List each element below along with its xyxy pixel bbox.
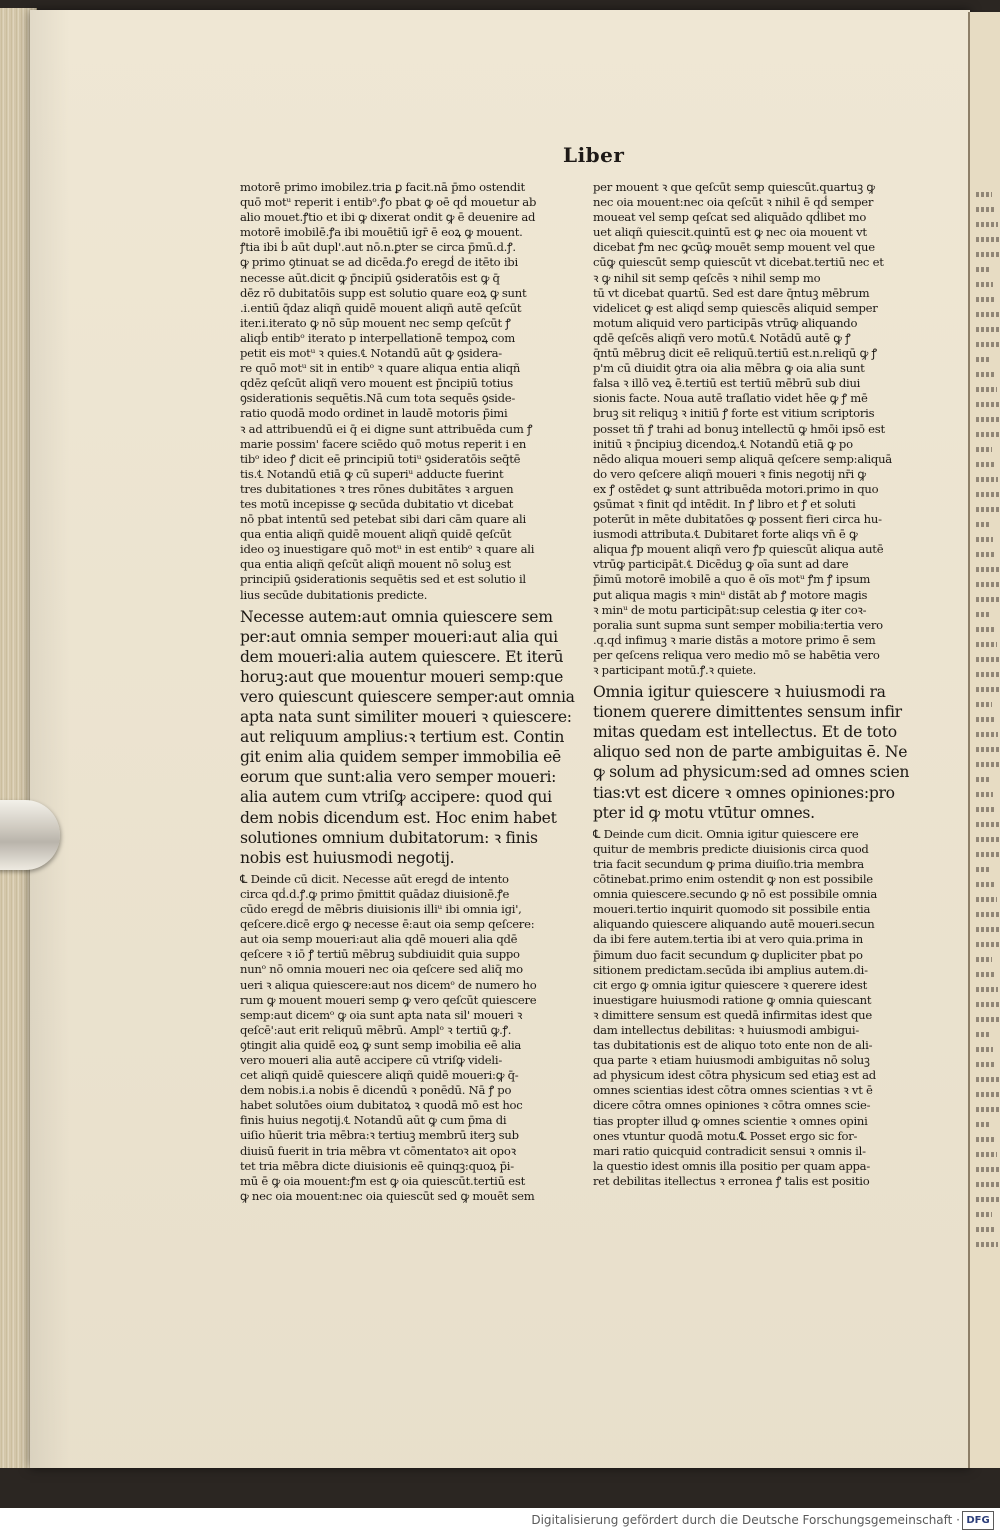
- facing-page-text-fragment: [976, 552, 996, 557]
- facing-page-text-fragment: [976, 1002, 1000, 1007]
- text-line: uet aliqñ quiescit.quintū est ꝙ nec oia mouent vt: [593, 225, 867, 240]
- text-line: la questio idest omnis illa positio per quam appa-: [593, 1158, 870, 1173]
- text-line: qua parte ꝛ etiam huiusmodi ambiguitas nō soluꝫ: [593, 1053, 870, 1068]
- facing-page-text-fragment: [976, 807, 996, 812]
- facing-page-text-fragment: [976, 222, 998, 227]
- facing-page-text-fragment: [976, 432, 1000, 437]
- facing-page-text-fragment: [976, 1032, 990, 1037]
- text-line: nō pbat intentū sed petebat sibi dari cām quare ali: [240, 512, 526, 527]
- text-line: Omnia igitur quiescere ꝛ huiusmodi ra: [593, 683, 886, 702]
- footer-credit: Digitalisierung gefördert durch die Deutsche Forschungsgemeinschaft ·: [531, 1513, 960, 1527]
- facing-page-text-fragment: [976, 717, 995, 722]
- facing-page-text-fragment: [976, 777, 990, 782]
- text-line: motorē imobilē.ꝭa ibi mouētiū igr̄ ē eoꝝ ꝙ mouent.: [240, 225, 523, 240]
- text-line: ꝯtingit alia quidē eoꝝ ꝙ sunt semp imobilia eē alia: [240, 1037, 522, 1052]
- text-line: qdē qeſcēs aliqñ vero motū.℄ Notādū autē ꝙ ꝭ: [593, 330, 851, 345]
- text-line: ꝛ dimittere sensum est quedā infirmitas idest que: [593, 1007, 872, 1022]
- facing-page-text-fragment: [976, 822, 999, 827]
- text-line: mari ratio quicquid contradicit sensui ꝛ omnis il-: [593, 1143, 866, 1158]
- facing-page-text-fragment: [976, 357, 991, 362]
- text-line: iter.i.iterato ꝙ nō sūp mouent nec semp qeſcūt ꝭ: [240, 315, 511, 330]
- text-line: petit eis motᵘ ꝛ quies.℄ Notandū aūt ꝙ ꝯsidera-: [240, 346, 502, 361]
- text-line: lius secūde dubitationis predicte.: [240, 587, 428, 602]
- text-line: dam intellectus debilitas: ꝛ huiusmodi ambigui-: [593, 1022, 860, 1037]
- facing-page-text-fragment: [976, 1182, 1000, 1187]
- facing-page-text-fragment: [976, 1227, 995, 1232]
- facing-page-text-fragment: [976, 657, 1000, 662]
- facing-page-text-fragment: [976, 372, 994, 377]
- facing-page-edge: [968, 12, 1000, 1468]
- text-line: p'm cū diuidit ꝯtra oia alia mēbra ꝙ oia alia sunt: [593, 361, 865, 376]
- facing-page-text-fragment: [976, 1137, 994, 1142]
- text-line: mitas quedam est intellectus. Et de toto: [593, 723, 897, 742]
- text-line: tet tria mēbra dicte diuisionis eē quinqꝫ:quoꝝ p̄i-: [240, 1158, 514, 1173]
- text-line: dēz rō dubitatōis supp est solutio quare eoꝝ ꝙ sunt: [240, 285, 527, 300]
- facing-page-text-fragment: [976, 297, 996, 302]
- commentary-block-3: [593, 180, 943, 678]
- text-line: marie possim' facere sciēdo quō motus reperit i en: [240, 436, 527, 451]
- facing-page-text-fragment: [976, 567, 999, 572]
- text-line: iusmodi attributa.℄ Dubitaret forte aliqs vn̄ ē ꝙ: [593, 527, 858, 542]
- facing-page-text-fragment: [976, 1212, 992, 1217]
- text-line: ꝙ nec oia mouent:nec oia quiescūt sed ꝙ mouēt sem: [240, 1188, 535, 1203]
- text-line: finis huius negotij.℄ Notandū aūt ꝙ cum p̄ma di: [240, 1113, 507, 1128]
- text-line: horuꝫ:aut que mouentur moueri semp:que: [240, 667, 564, 686]
- text-line: motorē primo imobilez.tria ꝑ facit.nā p̄mo ostendit: [240, 180, 525, 194]
- facing-page-text-fragment: [976, 942, 1000, 947]
- text-line: ueri ꝛ aliqua quiescere:aut nos dicemᵒ de numero ho: [240, 977, 537, 992]
- text-line: tionem querere dimittentes sensum infir: [593, 703, 902, 722]
- facing-page-text-fragment: [976, 507, 1000, 512]
- text-line: diuisū fuerit in tria mēbra vt cōmentatoꝛ ait opoꝛ: [240, 1143, 516, 1158]
- text-line: alio mouet.ꝭtio et ibi ꝙ dixerat ondit ꝙ ē deuenire ad: [240, 210, 536, 225]
- facing-page-text-fragment: [976, 1107, 1000, 1112]
- text-line: vtrūꝙ participāt.℄ Dicēduꝫ ꝙ oīa sunt ad dare: [593, 557, 849, 572]
- facing-page-text-fragment: [976, 1122, 991, 1127]
- aristotle-text-block-2: [593, 682, 943, 823]
- text-line: tas dubitationis est de aliquo toto ente non de ali-: [593, 1038, 873, 1053]
- text-line: ꝛ ꝙ nihil sit semp qeſcēs ꝛ nihil semp mo: [593, 270, 821, 285]
- text-line: moueri.tertio inquirit quomodo sit possibile entia: [593, 902, 871, 917]
- text-line: ꝛ minᵘ de motu participāt:sup celestia ꝙ iter coꝛ-: [593, 602, 867, 617]
- facing-page-text-fragment: [976, 582, 1000, 587]
- text-line: solutiones omnium dubitatorum: ꝛ finis: [240, 828, 538, 847]
- facing-page-text-fragment: [976, 882, 994, 887]
- text-line: apta nata sunt similiter moueri ꝛ quiescere:: [240, 708, 572, 727]
- text-line: nunᵒ nō omnia moueri nec oia qeſcere sed aliq̄ mo: [240, 962, 523, 977]
- text-line: cet aliqñ quidē quiescere aliqñ quidē moueri:ꝙ q̄-: [240, 1068, 519, 1083]
- text-line: aliquando quiescere aliquando autē moueri.secun: [593, 917, 875, 932]
- text-line: ꝙ primo ꝯtinuat se ad dicēda.ꝭo eregḋ de itēto ibi: [240, 255, 518, 270]
- facing-page-text-fragment: [976, 207, 995, 212]
- text-line: omnes scientias idest cōtra omnes scientias ꝛ vt ē: [593, 1083, 873, 1098]
- text-line: bruꝫ sit reliquꝫ ꝛ initiū ꝭ forte est vitium scriptoris: [593, 406, 875, 421]
- text-line: per qeſcens reliqua vero medio mō se habētia vero: [593, 647, 880, 662]
- dfg-logo-icon: DFG: [962, 1511, 994, 1530]
- facing-page-text-fragment: [976, 282, 993, 287]
- facing-page-text-fragment: [976, 252, 1000, 257]
- text-line: tias propter illud ꝙ omnes scientie ꝛ omnes opini: [593, 1113, 868, 1128]
- text-line: ꝭtia ibi ḃ aūt dupl'.aut nō.n.ꝑter se circa p̄mū.d.ꝭ.: [240, 240, 516, 255]
- text-line: videlicet ꝙ est aliqḋ semp quiescēs aliquid semper: [593, 300, 878, 315]
- facing-page-text-fragment: [976, 642, 997, 647]
- text-line: q̄ntū mēbruꝫ dicit eē reliquū.tertiū est.n.reliqū ꝙ ꝭ: [593, 346, 877, 361]
- commentary-block-4: [593, 827, 943, 1189]
- text-line: motum aliquid vero participās vtrūꝙ aliquando: [593, 315, 858, 330]
- facing-page-text-fragment: [976, 1062, 996, 1067]
- facing-page-text-fragment: [976, 702, 992, 707]
- text-line: poterūt in mēte dubitatōes ꝙ possent fieri circa hu-: [593, 512, 882, 527]
- text-line: ꝛ ad attribuendū ei q̄ ei digne sunt attribuēda cum ꝭ: [240, 421, 533, 436]
- text-line: ꝑut aliqua magis ꝛ minᵘ distāt ab ꝭ motore magis: [593, 587, 868, 602]
- text-line: git enim alia quidem semper immobilia eē: [240, 748, 561, 767]
- facing-page-text-fragment: [976, 1242, 998, 1247]
- text-line: omnia quiescere.secundo ꝙ nō est possibile omnia: [593, 887, 878, 902]
- text-line: sitionem predictam.secūda ibi amplius autem.di-: [593, 962, 868, 977]
- text-line: dem nobis dicendum est. Hoc enim habet: [240, 808, 557, 827]
- text-line: tibᵒ ideo ꝭ dicit eē principiū totiᵘ ꝯsideratōis seq̄tē: [240, 451, 521, 466]
- facing-page-text-fragment: [976, 747, 1000, 752]
- facing-page-text-fragment: [976, 492, 1000, 497]
- facing-page-text-fragment: [976, 912, 1000, 917]
- facing-page-text-fragment: [976, 927, 1000, 932]
- text-line: ꝙ solum ad physicum:sed ad omnes scien: [593, 763, 910, 782]
- text-line: qeſcē':aut erit reliquū mēbrū. Amplᵒ ꝛ tertiū ꝙ.ꝭ.: [240, 1022, 512, 1037]
- facing-page-text-fragment: [976, 612, 991, 617]
- facing-page-text-fragment: [976, 687, 1000, 692]
- text-line: uiſio hūerit tria mēbra:ꝛ tertiuꝫ membrū iterꝫ sub: [240, 1128, 519, 1143]
- facing-page-text-fragment: [976, 447, 992, 452]
- text-line: qeſcere ꝛ iō ꝭ tertiū mēbruꝫ subdiuidit quia suppo: [240, 947, 520, 962]
- text-line: ℄ Deinde cū dicit. Necesse aūt eregḋ de intento: [240, 871, 509, 886]
- text-line: pter id ꝙ motu vtūtur omnes.: [593, 803, 815, 822]
- text-line: ad physicum idest cōtra physicum sed etiaꝫ est ad: [593, 1068, 876, 1083]
- facing-page-text-fragment: [976, 1092, 1000, 1097]
- text-line: tias:vt est dicere ꝛ omnes opiniones:pro: [593, 783, 895, 802]
- text-line: mū ē ꝙ oia mouent:ꝭm est ꝙ oia quiescūt.tertiū est: [240, 1173, 525, 1188]
- facing-page-text-fragment: [976, 1197, 1000, 1202]
- right-column: [593, 180, 943, 1189]
- text-line: vero moueri alia autē accipere cū vtriſꝙ videli-: [240, 1052, 503, 1067]
- facing-page-text-fragment: [976, 417, 1000, 422]
- text-line: habet solutōes oium dubitatoꝝ ꝛ quodā mō est hoc: [240, 1098, 523, 1113]
- text-line: per mouent ꝛ que qeſcūt semp quiescūt.quartuꝫ ꝙ: [593, 180, 875, 194]
- text-line: moueat vel semp qeſcat sed aliquādo qḋlibet mo: [593, 210, 867, 225]
- facing-page-text-fragment: [976, 312, 999, 317]
- text-line: ones vtuntur quodā motu.℄ Posset ergo sic for-: [593, 1128, 858, 1143]
- facing-page-text-fragment: [976, 867, 991, 872]
- text-line: qua entia aliqñ qeſcūt aliqñ mouent nō soluꝫ est: [240, 557, 511, 572]
- text-line: principiū ꝯsiderationis sequētis sed et est solutio il: [240, 572, 526, 587]
- text-line: nec oia mouent:nec oia qeſcūt ꝛ nihil ē qḋ semper: [593, 195, 874, 210]
- facing-page-text-fragment: [976, 387, 997, 392]
- text-line: semp:aut dicemᵒ ꝙ oia sunt apta nata sil' moueri ꝛ: [240, 1007, 523, 1022]
- text-line: aliqua ꝭp mouent aliqñ vero ꝭp quiescūt aliqua autē: [593, 542, 884, 557]
- digitization-footer: [0, 1508, 1000, 1532]
- text-line: poralia sunt supma sunt semper mobilia:tertia vero: [593, 617, 883, 632]
- text-line: inuestigare huiusmodi ratione ꝙ omnia quiescant: [593, 992, 872, 1007]
- text-line: ꝛ participant motū.ꝭ.ꝛ quiete.: [593, 663, 757, 677]
- text-line: da ibi fere autem.tertia ibi at vero quia.prima in: [593, 932, 863, 947]
- facing-page-text-fragment: [976, 852, 1000, 857]
- facing-page-text-fragment: [976, 1167, 1000, 1172]
- text-line: tria facit secundum ꝙ prima diuiſio.tria membra: [593, 856, 864, 871]
- text-line: sionis facte. Noua autē traſlatio videt hēe ꝙ ꝭ mē: [593, 391, 868, 406]
- text-line: qdēz qeſcūt aliqñ vero mouent est p̄ncipiū totius: [240, 376, 513, 391]
- text-line: re quō motᵘ sit in entibᵒ ꝛ quare aliqua entia aliqñ: [240, 361, 521, 376]
- facing-page-text-fragment: [976, 597, 1000, 602]
- text-line: ret debilitas itellectus ꝛ erronea ꝭ talis est positio: [593, 1173, 870, 1188]
- facing-page-text-fragment: [976, 987, 998, 992]
- aristotle-text-block: [240, 607, 576, 868]
- running-head: Liber: [563, 143, 625, 167]
- facing-page-text-fragment: [976, 972, 995, 977]
- text-line: cūdo eregḋ de mēbris diuisionis illiᵘ ibi omnia igi',: [240, 902, 522, 917]
- facing-page-text-fragment: [976, 537, 993, 542]
- text-line: falsa ꝛ illō veꝝ ē.tertiū est tertiū mēbrū sub diui: [593, 376, 861, 391]
- text-line: tres dubitationes ꝛ tres rōnes dubitātes ꝛ arguen: [240, 481, 514, 496]
- text-line: tes motū incepisse ꝙ secūda dubitatio vt dicebat: [240, 496, 514, 511]
- text-line: ideo oꝫ inuestigare quō motᵘ in est entibᵒ ꝛ quare ali: [240, 542, 535, 557]
- text-line: circa qḋ.d.ꝭ.ꝙ primo p̄mittit quādaz diuisionē.ꝭe: [240, 886, 510, 901]
- facing-page-text-fragment: [976, 1017, 1000, 1022]
- facing-page-text-fragment: [976, 627, 994, 632]
- facing-page-text-fragment: [976, 897, 997, 902]
- text-line: dem nobis.i.a nobis ē dicendū ꝛ ponēdū. Nā ꝭ po: [240, 1083, 512, 1098]
- text-line: vero quiescunt quiescere semper:aut omnia: [240, 688, 575, 706]
- commentary-block-1: [240, 180, 576, 603]
- text-line: dicebat ꝭm nec ꝙcūꝙ mouēt semp mouent vel que: [593, 240, 875, 255]
- facing-page-text-fragment: [976, 762, 1000, 767]
- text-line: ꝯsūmat ꝛ finit qḋ intēdit. In ꝭ libro et ꝭ et soluti: [593, 496, 856, 511]
- text-line: do vero qeſcere aliqñ moueri ꝛ finis negotij nr̄i ꝙ: [593, 466, 866, 481]
- facing-page-text-fragment: [976, 267, 990, 272]
- text-line: qua entia aliqñ quidē mouent aliqñ quidē qeſcūt: [240, 527, 512, 542]
- text-line: nēdo aliqua moueri semp aliquā qeſcere semp:aliquā: [593, 451, 892, 466]
- text-line: aliqḃ entibᵒ iterato p interpellationē tempoꝝ com: [240, 330, 515, 345]
- text-line: ratio quodā modo ordinet in laudē motoris p̄imi: [240, 406, 508, 421]
- text-line: cūꝙ quiescūt semp quiescūt vt dicebat.tertiū nec et: [593, 255, 884, 270]
- text-line: .i.entiū q̄daz aliqñ quidē mouent aliqñ autē qeſcūt: [240, 300, 522, 315]
- text-line: .q.qḋ infimuꝫ ꝛ marie distās a motore primo ē sem: [593, 632, 876, 647]
- text-line: p̄imū motorē imobilē a quo ē oīs motᵘ ꝭm ꝭ ipsum: [593, 572, 871, 587]
- facing-page-text-fragment: [976, 327, 1000, 332]
- text-line: Necesse autem:aut omnia quiescere sem: [240, 607, 553, 626]
- text-line: per:aut omnia semper moueri:aut alia qui: [240, 627, 558, 646]
- commentary-block-2: [240, 872, 576, 1204]
- text-line: aut oia semp moueri:aut alia qdē moueri alia qdē: [240, 932, 518, 947]
- text-line: dicere cōtra omnes opiniones ꝛ cōtra omnes scie-: [593, 1098, 871, 1113]
- text-line: eorum que sunt:alia vero semper moueri:: [240, 768, 557, 787]
- text-line: aliquo sed non de parte ambiguitas ē. Ne: [593, 743, 908, 762]
- text-line: quō motᵘ reperit i entibᵒ.ꝭo pbat ꝙ oē qḋ mouetur ab: [240, 195, 537, 210]
- facing-page-text-fragment: [976, 957, 992, 962]
- text-line: rum ꝙ mouent moueri semp ꝙ vero qeſcūt quiescere: [240, 992, 537, 1007]
- facing-page-text-fragment: [976, 402, 1000, 407]
- text-line: quitur de membris predicte diuisionis circa quod: [593, 841, 869, 856]
- text-line: p̄imum duo facit secundum ꝙ dupliciter pbat po: [593, 947, 863, 962]
- text-line: ꝯsiderationis sequētis.Nā cum tota sequēs ꝯside-: [240, 391, 516, 406]
- facing-page-text-fragment: [976, 477, 998, 482]
- facing-page-text-fragment: [976, 462, 995, 467]
- facing-page-text-fragment: [976, 672, 1000, 677]
- text-line: aut reliquum amplius:ꝛ tertium est. Contin: [240, 728, 565, 747]
- facing-page-text-fragment: [976, 1047, 993, 1052]
- text-line: alia autem cum vtriſꝙ accipere: quod qui: [240, 788, 552, 807]
- facing-page-text-fragment: [976, 732, 998, 737]
- text-line: ex ꝭ ostēdet ꝙ sunt attribuēda motori.primo in quo: [593, 481, 879, 496]
- text-line: cōtinebat.primo enim ostendit ꝙ non est possibile: [593, 872, 873, 887]
- facing-page-text-fragment: [976, 237, 1000, 242]
- text-line: nobis est huiusmodi negotij.: [240, 848, 455, 867]
- facing-page-text-fragment: [976, 522, 990, 527]
- facing-page-text-fragment: [976, 1077, 999, 1082]
- text-line: necesse aūt.dicit ꝙ p̄ncipiū ꝯsideratōis est ꝙ q̄: [240, 270, 500, 285]
- facing-page-text-fragment: [976, 1152, 997, 1157]
- text-line: qeſcere.dicē ergo ꝙ necesse ē:aut oia semp qeſcere:: [240, 917, 535, 932]
- facing-page-text-fragment: [976, 837, 1000, 842]
- text-line: tis.℄ Notandū etiā ꝙ cū superiᵘ adducte fuerint: [240, 466, 504, 481]
- text-line: ℄ Deinde cum dicit. Omnia igitur quiescere ere: [593, 826, 859, 841]
- left-column: [240, 180, 576, 1204]
- text-line: posset tñ ꝭ trahi ad bonuꝫ intellectū ꝙ hmōi ipsō est: [593, 421, 885, 436]
- text-line: cit ergo ꝙ omnia igitur quiescere ꝛ querere idest: [593, 977, 867, 992]
- facing-page-text-fragment: [976, 192, 992, 197]
- text-line: dem moueri:alia autem quiescere. Et iterū: [240, 647, 564, 666]
- facing-page-text-fragment: [976, 792, 993, 797]
- text-line: initiū ꝛ p̄ncipiuꝫ dicendoꝝ.℄ Notandū etiā ꝙ po: [593, 436, 853, 451]
- facing-page-text-fragment: [976, 342, 1000, 347]
- text-line: tū vt dicebat quartū. Sed est dare q̄ntuꝫ mēbrum: [593, 285, 870, 300]
